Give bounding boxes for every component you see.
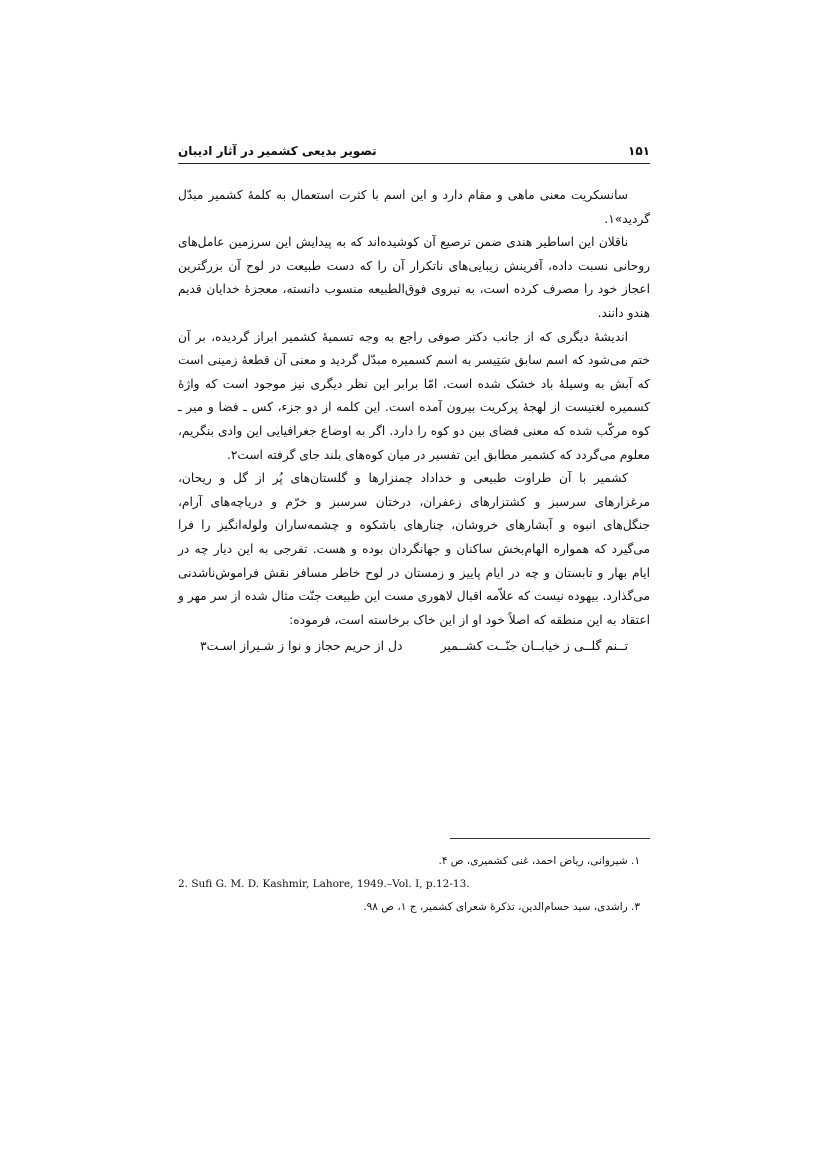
paragraph: ناقلان این اساطیر هندی ضمن ترصیع آن کوشیده‌اند که به پیدایش این سرزمین عامل‌های روحانی نسبت داده، آفرینش زیبایی‌های ناتکرار آن را که دست طبیعت در لوح آن بزرگترین اعجاز خود را مصرف کرده است، به نیروی فوق‌الطبیعه منسوب دانسته، معجزهٔ خدایان قدیم هندو دانند. <box>178 235 650 320</box>
page-number: ۱۵۱ <box>628 144 650 158</box>
footnotes <box>178 850 650 919</box>
running-title: تصویر بدیعی کشمیر در آثار ادیبان <box>178 144 377 158</box>
verse-hemistich-1: تــنم گلــی ز خیابــان جنّــت کشــمیر <box>440 638 629 654</box>
footnote-2: 2. Sufi G. M. D. Kashmir, Lahore, 1949.–Vol. I, p.12-13. <box>178 878 470 890</box>
footnote-rule <box>450 838 650 839</box>
header-rule <box>178 163 650 164</box>
paragraph: سانسکریت معنی ماهی و مقام دارد و این اسم با کثرت استعمال به کلمهٔ کشمیر مبدّل گردید»۱. <box>178 188 650 226</box>
footnote-3: ۳. راشدی، سید حسام‌الدین، تذکرهٔ شعرای کشمیر، ج ۱، ص ۹۸. <box>363 901 640 913</box>
running-header <box>178 142 650 164</box>
paragraph: کشمیر با آن طراوت طبیعی و خداداد چمنزارها و گلستان‌های پُر از گل و ریحان، مرغزارهای سرسبز و کشتزارهای زعفران، درختان سرسبز و خرّم و دریاچه‌های آرام، جنگل‌های انبوه و آبشارهای خروشان، چنارهای باشکوه و چشمه‌ساران ولوله‌انگیز را فرا می‌گیرد که همواره الهام‌بخش ساکنان و جهانگردان بوده و هست. تفرجی به این دیار چه در ایام بهار و تابستان و چه در ایام پاییز و زمستان در لوح خاطر مسافر نقش فراموش‌ناشدنی می‌گذارد. بیهوده نیست که علاّمه اقبال لاهوری مست این طبیعت جنّت مثال شده از سر مهر و اعتقاد به این منطقه که اصلاً خود او از این خاک برخاسته است، فرموده: <box>178 471 650 627</box>
main-text <box>178 184 650 658</box>
poem-verse <box>178 634 650 658</box>
verse-hemistich-2: دل از حریم حجاز و نوا ز شـیراز اسـت۳ <box>199 638 403 654</box>
paragraph: اندیشهٔ دیگری که از جانب دکتر صوفی راجع به وجه تسمیهٔ کشمیر ابراز گردیده، بر آن ختم می‌شود که اسم سابق سَتِیسر به اسم کسمیره مبدّل گردید و معنی آن قطعهٔ زمینی است که آبش به وسیلهٔ باد خشک شده است. امّا برابر این نظر دیگری نیز موجود است که واژهٔ کسمیره لغتیست از لهجهٔ پرکریت بیرون آمده است. این کلمه از دو جزء، کس ـ فضا و میر ـ کوه مرکّب شده که معنی فضای بین دو کوه را دارد. اگر به اوضاع جغرافیایی این وادی بنگریم، معلوم می‌گردد که کشمیر مطابق این تفسیر در میان کوه‌های بلند جای گرفته است۲. <box>178 329 650 462</box>
footnote-1: ۱. شیروانی، ریاض احمد، غنی کشمیری، ص ۴. <box>438 855 640 867</box>
